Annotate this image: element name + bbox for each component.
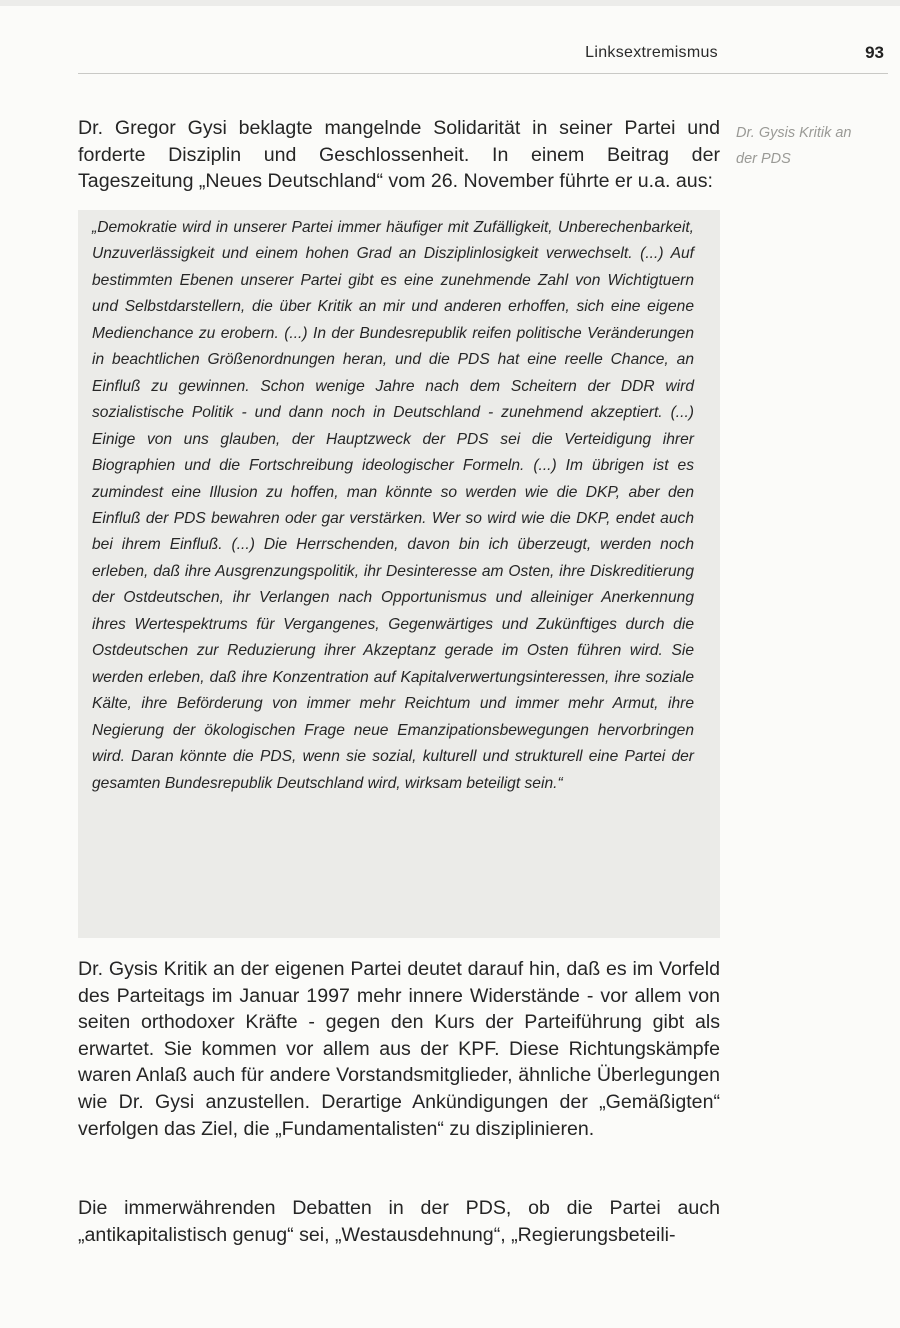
gysi-quote: „Demokratie wird in unserer Partei immer häufiger mit Zufälligkeit, Unberechenbarkeit, Unzuverlässigkeit und einem hohen Grad an Disziplinlosigkeit verwechselt. (...) Auf bestimmten Ebenen unserer Partei gibt es eine zunehmende Zahl von Wichtigtuern und Selbstdarstellern, die über Kritik an mir und anderen erhoffen, sich eine eigene Medienchance zu erobern. (...) In der Bundesrepublik reifen politische Veränderungen in beachtlichen Größenordnungen heran, und die PDS hat eine reelle Chance, an Einfluß zu gewinnen. Schon wenige Jahre nach dem Scheitern der DDR wird sozialistische Politik - und dann noch in Deutschland - zunehmend akzeptiert. (...) Einige von uns glauben, der Hauptzweck der PDS sei die Verteidigung ihrer Biographien und die Fortschreibung ideologischer Formeln. (...) Im übrigen ist es zumindest eine Illusion zu hoffen, man könnte so werden wie die DKP, aber den Einfluß der PDS bewahren oder gar verstärken. Wer so wird wie die DKP, endet auch bei ihrem Einfluß. (...) Die Herrschenden, davon bin ich überzeugt, werden noch erleben, daß ihre Ausgrenzungspolitik, ihr Desinteresse am Osten, ihre Diskreditierung der Ostdeutschen, ihr Verlangen nach Opportunismus und alleiniger Anerkennung ihres Wertespektrums für Vergangenes, Gegenwärtiges und Zukünftiges durch die Ostdeutschen zur Reduzierung ihrer Akzeptanz gerade im Osten führen wird. Sie werden erleben, daß ihre Konzentration auf Kapitalverwertungsinteressen, ihre soziale Kälte, ihre Beförderung von immer mehr Reichtum und immer mehr Armut, ihre Negierung der ökologischen Frage neue Emanzipationsbewegungen hervorbringen wird. Daran könnte die PDS, wenn sie sozial, kulturell und strukturell eine Partei der gesamten Bundesrepublik Deutschland wird, wirksam beteiligt sein.“ [92,219,694,792]
analysis-paragraph: Dr. Gysis Kritik an der eigenen Partei deutet darauf hin, daß es im Vorfeld des Parteitags im Januar 1997 mehr innere Widerstände - vor allem von seiten orthodoxer Kräfte - gegen den Kurs der Parteiführung gibt als erwartet. Sie kommen vor allem aus der KPF. Diese Richtungskämpfe waren Anlaß auch für andere Vorstandsmitglieder, ähnliche Überlegungen wie Dr. Gysi anzustellen. Derartige Ankündigungen der „Gemäßigten“ verfolgen das Ziel, die „Fundamentalisten“ zu disziplinieren. [78,958,720,1140]
running-header-title: Linksextremismus [585,44,718,61]
continuation-paragraph: Die immerwährenden Debatten in der PDS, ob die Partei auch „antikapitalistisch genug“ sei, „Westausdehnung“, „Regierungsbeteili- [78,1197,720,1246]
margin-note: Dr. Gysis Kritik an der PDS [736,125,852,167]
page-number: 93 [865,43,884,62]
page-top-edge [0,0,900,6]
header-divider [78,73,888,74]
intro-paragraph: Dr. Gregor Gysi beklagte mangelnde Solidarität in seiner Partei und forderte Disziplin und Geschlossenheit. In einem Beitrag der Tageszeitung „Neues Deutschland“ vom 26. November führte er u.a. aus: [78,117,720,193]
